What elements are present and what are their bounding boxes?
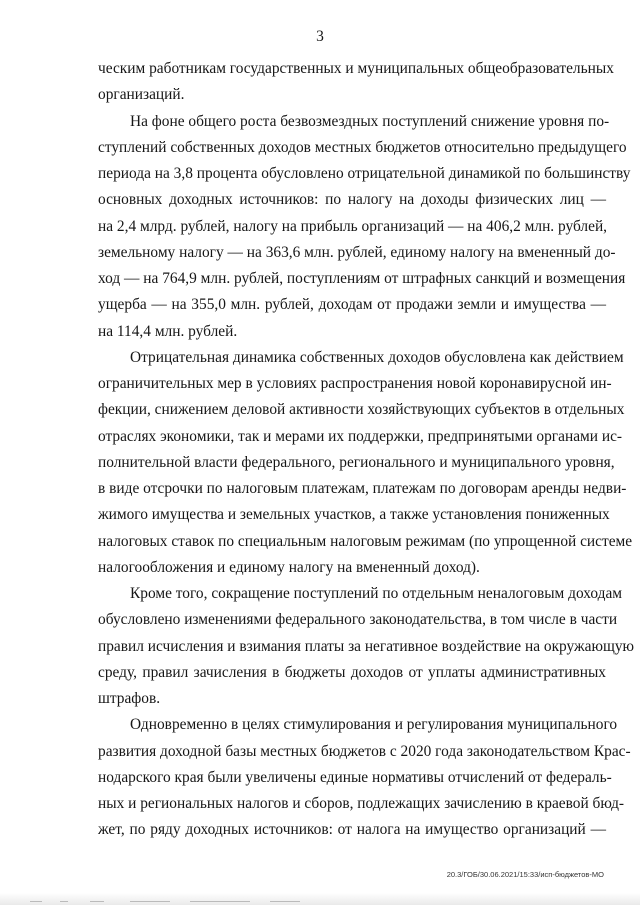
text-line: штрафов. bbox=[98, 690, 161, 707]
text-line: развития доходной базы местных бюджетов с 2020 года законодательством Крас- bbox=[98, 742, 631, 760]
footer-stamp: 20.3/ГОБ/30.06.2021/15:33/исп-бюджетов-МО bbox=[446, 870, 604, 879]
page-number: 3 bbox=[316, 28, 324, 45]
text-line: ступлений собственных доходов местных бюджетов относительно предыдущего bbox=[98, 138, 627, 156]
text-line: жет, по ряду доходных источников: от налога на имущество организаций — bbox=[98, 821, 606, 839]
text-line: правил исчисления и взимания платы за негативное воздействие на окружающую bbox=[98, 637, 635, 655]
scan-edge bbox=[0, 893, 640, 905]
text-line: На фоне общего роста безвозмездных поступлений снижение уровня по- bbox=[130, 112, 610, 130]
text-line: нодарского края были увеличены единые нормативы отчислений от федераль- bbox=[98, 768, 612, 786]
text-line: полнительной власти федерального, регионального и муниципального уровня, bbox=[98, 453, 615, 471]
text-line: на 114,4 млн. рублей. bbox=[98, 322, 238, 340]
text-line: ход — на 764,9 млн. рублей, поступлениям от штрафных санкций и возмещения bbox=[98, 270, 626, 287]
text-line: земельному налогу — на 363,6 млн. рублей, единому налогу на вмененный до- bbox=[98, 243, 616, 261]
text-line: на 2,4 млрд. рублей, налогу на прибыль организаций — на 406,2 млн. рублей, bbox=[98, 217, 608, 235]
paragraph-revenue-decline bbox=[98, 109, 631, 345]
text-line: Отрицательная динамика собственных доходов обусловлена как действием bbox=[130, 348, 624, 366]
text-line: обусловлено изменениями федерального законодательства, в том числе в части bbox=[98, 611, 618, 629]
paragraph-normatives bbox=[98, 712, 631, 843]
text-line: Одновременно в целях стимулирования и регулирования муниципального bbox=[130, 716, 618, 734]
paragraph-continuation bbox=[98, 56, 614, 109]
text-line: ческим работникам государственных и муниципальных общеобразовательных bbox=[98, 60, 614, 77]
text-line: среду, правил зачисления в бюджеты доходов от уплаты административных bbox=[98, 663, 606, 681]
text-line: фекции, снижением деловой активности хозяйствующих субъектов в отдельных bbox=[98, 401, 625, 419]
paragraph-non-tax-revenue bbox=[98, 581, 635, 712]
text-line: Кроме того, сокращение поступлений по отдельным неналоговым доходам bbox=[130, 585, 623, 602]
text-line: основных доходных источников: по налогу на доходы физических лиц — bbox=[98, 191, 606, 209]
text-line: организаций. bbox=[98, 86, 185, 104]
paragraph-negative-dynamics bbox=[98, 345, 633, 581]
text-line: жимого имущества и земельных участков, а также установления пониженных bbox=[98, 506, 610, 524]
text-line: налогообложения и единому налогу на вмененный доход). bbox=[98, 558, 480, 576]
text-line: ных и региональных налогов и сборов, подлежащих зачислению в краевой бюд- bbox=[98, 795, 625, 812]
text-line: периода на 3,8 процента обусловлено отрицательной динамикой по большинству bbox=[98, 165, 631, 182]
text-line: в виде отсрочки по налоговым платежам, платежам по договорам аренды недви- bbox=[98, 480, 627, 497]
text-line: налоговых ставок по специальным налоговым режимам (по упрощенной системе bbox=[98, 532, 633, 550]
document-body bbox=[98, 56, 635, 844]
text-line: отраслях экономики, так и мерами их поддержки, предпринятыми органами ис- bbox=[98, 427, 623, 445]
text-line: ущерба — на 355,0 млн. рублей, доходам от продажи земли и имущества — bbox=[98, 296, 606, 314]
text-line: ограничительных мер в условиях распространения новой коронавирусной ин- bbox=[98, 375, 612, 392]
